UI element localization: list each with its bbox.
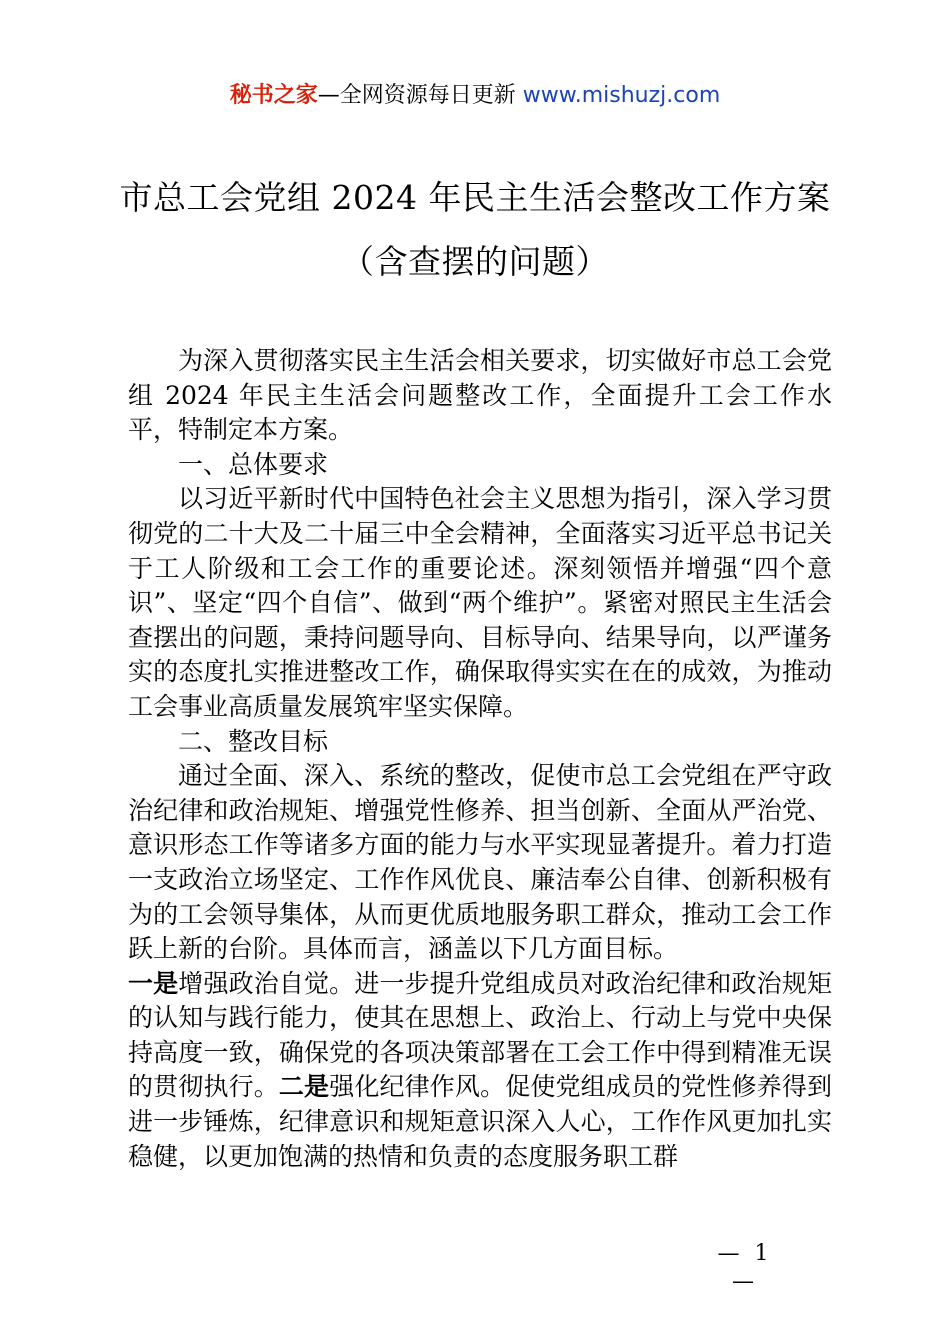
banner-brand: 秘书之家 [229, 83, 318, 108]
document-body [128, 344, 832, 1174]
goal1-text: 增强政治自觉。进一步提升党组成员对政治纪律和政治规矩的认知与践行能力，使其在思想上、政治上、行动上与党中央保持高度一致，确保党的各项决策部署在工会工作中得到精准无误的贯彻执行。 [128, 968, 832, 1102]
goals-detail-paragraph [128, 967, 832, 1175]
section-heading-1: 一、总体要求 [178, 449, 329, 479]
intro-paragraph: 为深入贯彻落实民主生活会相关要求，切实做好市总工会党组 2024 年民主生活会问题整改工作，全面提升工会工作水平，特制定本方案。 [128, 346, 832, 445]
goals-paragraph: 通过全面、深入、系统的整改，促使市总工会党组在严守政治纪律和政治规矩、增强党性修养、担当创新、全面从严治党、意识形态工作等诸多方面的能力与水平实现显著提升。着力打造一支政治立场坚定、工作作风优良、廉洁奉公自律、创新积极有为的工会领导集体，从而更优质地服务职工群众，推动工会工作跃上新的台阶。具体而言，涵盖以下几方面目标。 [128, 761, 832, 964]
goal1-label: 一是 [128, 968, 179, 998]
site-banner [0, 80, 950, 112]
goal2-text: 强化纪律作风。促使党组成员的党性修养得到进一步锤炼，纪律意识和规矩意识深入人心，工作作风更加扎实稳健，以更加饱满的热情和负责的态度服务职工群 [128, 1072, 832, 1171]
banner-tagline: —全网资源每日更新 [317, 83, 516, 108]
general-requirements-paragraph: 以习近平新时代中国特色社会主义思想为指引，深入学习贯彻党的二十大及二十届三中全会精神，全面落实习近平总书记关于工人阶级和工会工作的重要论述。深刻领悟并增强“四个意识”、坚定“四个自信”、做到“两个维护”。紧密对照民主生活会查摆出的问题，秉持问题导向、目标导向、结果导向，以严谨务实的态度扎实推进整改工作，确保取得实实在在的成效，为推动工会事业高质量发展筑牢坚实保障。 [128, 484, 832, 721]
banner-url[interactable]: www.mishuzj.com [522, 83, 721, 108]
document-title: 市总工会党组 2024 年民主生活会整改工作方案（含查摆的问题） [119, 178, 831, 281]
page-number: — 1 — [717, 1241, 773, 1294]
goal2-label: 二是 [278, 1072, 330, 1102]
section-heading-2: 二、整改目标 [178, 726, 329, 756]
